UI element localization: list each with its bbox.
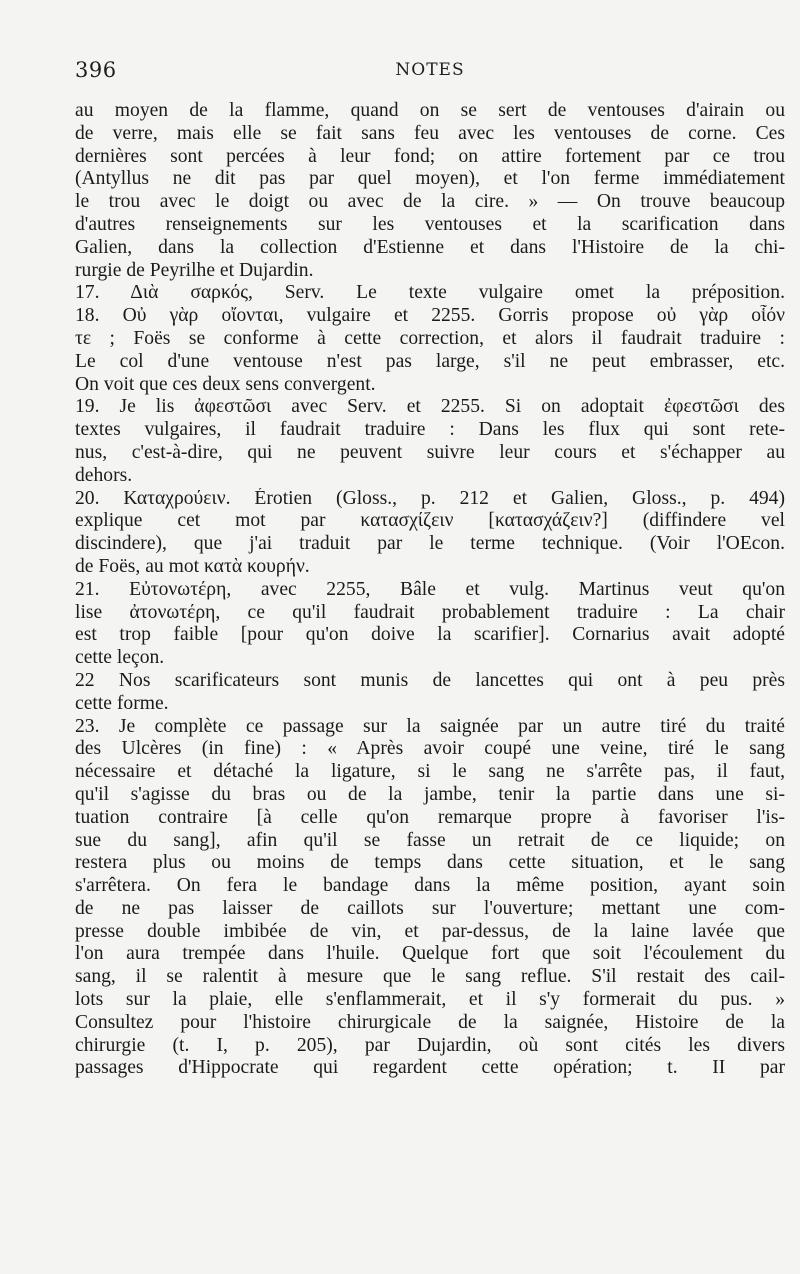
text-line: cette forme. <box>75 692 169 714</box>
page-header <box>75 58 785 92</box>
note-18: 18. Οὐ γὰρ οἴονται, vulgaire et 2255. Gorris propose οὐ γὰρ οἷόν <box>75 305 785 327</box>
text-line: le trou avec le doigt ou avec de la cire. » — On trouve beaucoup <box>75 191 785 213</box>
text-line: dernières sont percées à leur fond; on attire fortement par ce trou <box>75 145 785 167</box>
text-line: discindere), que j'ai traduit par le terme technique. (Voir l'OEcon. <box>75 533 785 555</box>
text-line: d'autres renseignements sur les ventouses et la scarification dans <box>75 213 785 235</box>
text-line: l'on aura trempée dans l'huile. Quelque fort que soit l'écoulement du <box>75 943 785 965</box>
text-line: tuation contraire [à celle qu'on remarque propre à favoriser l'is- <box>75 806 785 828</box>
note-22: 22 Nos scarificateurs sont munis de lancettes qui ont à peu près <box>75 669 785 691</box>
text-line: dehors. <box>75 464 133 486</box>
text-line: de ne pas laisser de caillots sur l'ouverture; mettant une com- <box>75 897 785 919</box>
text-line: sang, il se ralentit à mesure que le sang reflue. S'il restait des cail- <box>75 966 785 988</box>
text-line: (Antyllus ne dit pas par quel moyen), et l'on ferme immédiatement <box>75 168 785 190</box>
text-line: explique cet mot par κατασχίζειν [κατασχάζειν?] (diffindere vel <box>75 510 785 532</box>
text-line: chirurgie (t. I, p. 205), par Dujardin, où sont cités les divers <box>75 1034 785 1056</box>
text-line: Galien, dans la collection d'Estienne et dans l'Histoire de la chi- <box>75 236 785 258</box>
text-line: passages d'Hippocrate qui regardent cette opération; t. II par <box>75 1057 785 1079</box>
text-line: de Foës, au mot κατὰ κουρήν. <box>75 555 310 577</box>
text-line: au moyen de la flamme, quand on se sert de ventouses d'airain ou <box>75 100 785 121</box>
text-line: Consultez pour l'histoire chirurgicale de la saignée, Histoire de la <box>75 1011 785 1033</box>
text-line: restera plus ou moins de temps dans cette situation, et le sang <box>75 852 785 874</box>
text-line: lots sur la plaie, elle s'enflammerait, et il s'y formerait du pus. » <box>75 989 785 1011</box>
page-number: 396 <box>75 58 117 82</box>
text-line: cette leçon. <box>75 647 165 669</box>
text-line: lise ἀτονωτέρη, ce qu'il faudrait probablement traduire : La chair <box>75 601 785 623</box>
notes-text <box>75 100 785 1080</box>
running-head: NOTES <box>395 60 465 80</box>
text-line: sue du sang], afin qu'il se fasse un retrait de ce liquide; on <box>75 829 785 851</box>
text-line: de verre, mais elle se fait sans feu avec les ventouses de corne. Ces <box>75 122 785 144</box>
text-line: qu'il s'agisse du bras ou de la jambe, tenir la partie dans une si- <box>75 783 785 805</box>
note-19: 19. Je lis ἀφεστῶσι avec Serv. et 2255. Si on adoptait ἐφεστῶσι des <box>75 396 785 418</box>
note-21: 21. Εὐτονωτέρη, avec 2255, Bâle et vulg. Martinus veut qu'on <box>75 578 785 600</box>
text-line: s'arrêtera. On fera le bandage dans la même position, ayant soin <box>75 875 785 897</box>
text-line: nécessaire et détaché la ligature, si le sang ne s'arrête pas, il faut, <box>75 761 785 783</box>
text-line: rurgie de Peyrilhe et Dujardin. <box>75 259 314 281</box>
text-line: textes vulgaires, il faudrait traduire : Dans les flux qui sont rete- <box>75 419 785 441</box>
text-line: presse double imbibée de vin, et par-dessus, de la laine lavée que <box>75 920 785 942</box>
text-line: est trop faible [pour qu'on doive la scarifier]. Cornarius avait adopté <box>75 624 785 646</box>
text-line: Le col d'une ventouse n'est pas large, s'il ne peut embrasser, etc. <box>75 350 785 372</box>
note-23: 23. Je complète ce passage sur la saignée par un autre tiré du traité <box>75 715 785 737</box>
note-17: 17. Διὰ σαρκός, Serv. Le texte vulgaire omet la préposition. <box>75 282 785 304</box>
text-line: On voit que ces deux sens convergent. <box>75 373 376 395</box>
text-line: nus, c'est-à-dire, qui ne peuvent suivre leur cours et s'échapper au <box>75 441 785 463</box>
text-line: τε ; Foës se conforme à cette correction, et alors il faudrait traduire : <box>75 327 785 349</box>
note-20: 20. Καταχρούειν. Érotien (Gloss., p. 212 et Galien, Gloss., p. 494) <box>75 487 785 509</box>
text-line: des Ulcères (in fine) : « Après avoir coupé une veine, tiré le sang <box>75 738 785 760</box>
